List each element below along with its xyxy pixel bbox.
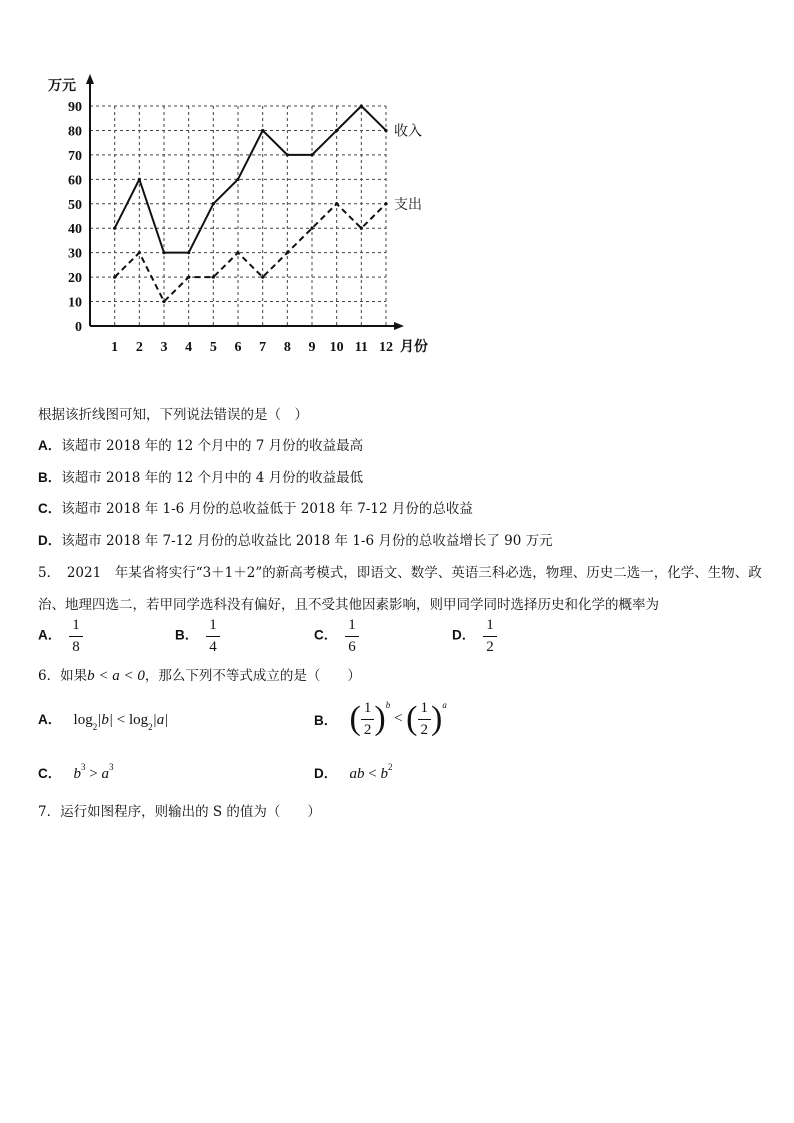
power-expression-right: ( $\frac{1}{2}$ ) a — [406, 700, 447, 738]
data-point — [335, 129, 338, 132]
q6-stem-suffix: ，那么下列不等式成立的是（ ） — [144, 668, 361, 684]
data-point — [384, 202, 387, 205]
data-point — [261, 276, 264, 279]
data-point — [384, 129, 387, 132]
y-tick-label: 0 — [75, 320, 82, 335]
data-point — [187, 251, 190, 254]
data-point — [113, 227, 116, 230]
data-point — [360, 227, 363, 230]
q7-stem: 7．运行如图程序，则输出的 S 的值为（ ） — [38, 804, 321, 820]
fraction: $\frac{1}{6}$ — [345, 617, 359, 655]
series-line-income — [115, 106, 386, 253]
q5-option-d[interactable] — [452, 617, 497, 655]
data-point — [162, 251, 165, 254]
y-tick-label: 70 — [68, 148, 82, 164]
x-axis-arrow — [394, 322, 404, 330]
option-label: C． — [38, 501, 62, 516]
y-tick-label: 60 — [68, 173, 82, 189]
income-expense-line-chart — [38, 70, 458, 370]
power-expression-left: ( $\frac{1}{2}$ ) b — [349, 700, 391, 738]
q4-stem: 根据该折线图可知，下列说法错误的是（ ） — [38, 407, 308, 423]
q6-stem-prefix: 6．如果 — [38, 668, 88, 684]
fraction: $\frac{1}{8}$ — [69, 617, 83, 655]
data-point — [286, 251, 289, 254]
data-point — [187, 276, 190, 279]
x-tick-label: 3 — [160, 340, 168, 355]
q5-stem-line1: 5． 2021 年某省将实行“3＋1＋2”的新高考模式，即语文、数学、英语三科必选，物理、历史二选一，化学、生物、政 — [38, 565, 762, 581]
q6-option-d[interactable] — [314, 762, 393, 783]
q6-condition: b < a < 0 — [87, 668, 145, 684]
x-tick-label: 7 — [259, 340, 267, 355]
q5-option-b[interactable] — [175, 617, 220, 655]
q6-option-b[interactable] — [314, 700, 447, 738]
y-tick-label: 30 — [68, 246, 82, 262]
q6-option-a[interactable] — [38, 708, 168, 732]
q5-option-a[interactable] — [38, 617, 83, 655]
data-point — [212, 202, 215, 205]
q4-option-a[interactable] — [38, 434, 363, 454]
q4-option-d[interactable] — [38, 529, 553, 549]
data-point — [138, 178, 141, 181]
x-tick-label: 6 — [234, 340, 242, 355]
q5-stem-line2: 治、地理四选二，若甲同学选科没有偏好，且不受其他因素影响，则甲同学同时选择历史和化学的概率为 — [38, 597, 659, 613]
series-line-expense — [115, 204, 386, 302]
x-tick-label: 1 — [111, 340, 119, 355]
q6-option-c[interactable] — [38, 762, 114, 783]
data-point — [261, 129, 264, 132]
option-text: 该超市 2018 年的 12 个月中的 7 月份的收益最高 — [61, 438, 364, 454]
option-label: A． — [38, 438, 62, 453]
option-label: B． — [38, 470, 62, 485]
x-tick-label: 4 — [185, 340, 193, 355]
operator: < — [390, 710, 407, 727]
data-point — [360, 104, 363, 107]
x-tick-label: 5 — [209, 340, 217, 355]
y-tick-label: 20 — [68, 271, 82, 287]
x-tick-label: 9 — [308, 340, 316, 355]
y-unit-label: 万元 — [48, 78, 76, 94]
x-tick-label: 8 — [283, 340, 291, 355]
option-label: B． — [175, 627, 199, 643]
series-label: 支出 — [394, 196, 422, 213]
fraction: $\frac{1}{2}$ — [483, 617, 497, 655]
y-tick-label: 40 — [68, 222, 82, 238]
series-label: 收入 — [394, 123, 422, 140]
x-tick-label: 2 — [135, 340, 143, 355]
data-point — [162, 300, 165, 303]
option-label: C． — [38, 766, 62, 781]
q4-option-b[interactable] — [38, 466, 363, 486]
cube-expression: $b^3 > a^3$ — [73, 762, 114, 782]
chart-axes — [86, 74, 404, 330]
data-point — [236, 251, 239, 254]
y-axis-arrow — [86, 74, 94, 84]
chart-series — [113, 104, 388, 303]
option-label: B． — [314, 713, 338, 728]
q5-option-c[interactable] — [314, 617, 359, 655]
option-label: C． — [314, 627, 338, 643]
data-point — [335, 202, 338, 205]
data-point — [310, 153, 313, 156]
x-tick-label: 10 — [329, 340, 344, 355]
product-expression: ab < $b^2$ — [349, 762, 393, 782]
data-point — [138, 251, 141, 254]
data-point — [113, 276, 116, 279]
y-tick-label: 50 — [68, 197, 82, 213]
option-text: 该超市 2018 年的 12 个月中的 4 月份的收益最低 — [61, 470, 364, 486]
q6-stem — [38, 664, 361, 685]
y-tick-label: 90 — [68, 100, 82, 115]
option-label: D． — [314, 766, 338, 781]
option-label: D． — [38, 533, 62, 548]
option-label: A． — [38, 712, 62, 727]
data-point — [310, 227, 313, 230]
option-text: 该超市 2018 年 1-6 月份的总收益低于 2018 年 7-12 月份的总收益 — [61, 501, 473, 517]
x-tick-label: 12 — [379, 340, 393, 355]
log-expression: $\log_2|b| < \log_2|a|$ — [73, 712, 169, 732]
q4-option-c[interactable] — [38, 497, 473, 517]
y-tick-label: 80 — [68, 124, 82, 140]
fraction: $\frac{1}{4}$ — [206, 617, 220, 655]
data-point — [212, 276, 215, 279]
x-tick-label: 11 — [354, 340, 368, 355]
option-label: A． — [38, 627, 62, 643]
option-label: D． — [452, 627, 476, 643]
data-point — [286, 153, 289, 156]
x-unit-label: 月份 — [400, 339, 428, 355]
option-text: 该超市 2018 年 7-12 月份的总收益比 2018 年 1-6 月份的总收益增长了 90 万元 — [61, 533, 553, 549]
y-tick-label: 10 — [68, 295, 82, 311]
data-point — [236, 178, 239, 181]
chart-grid — [90, 106, 386, 326]
